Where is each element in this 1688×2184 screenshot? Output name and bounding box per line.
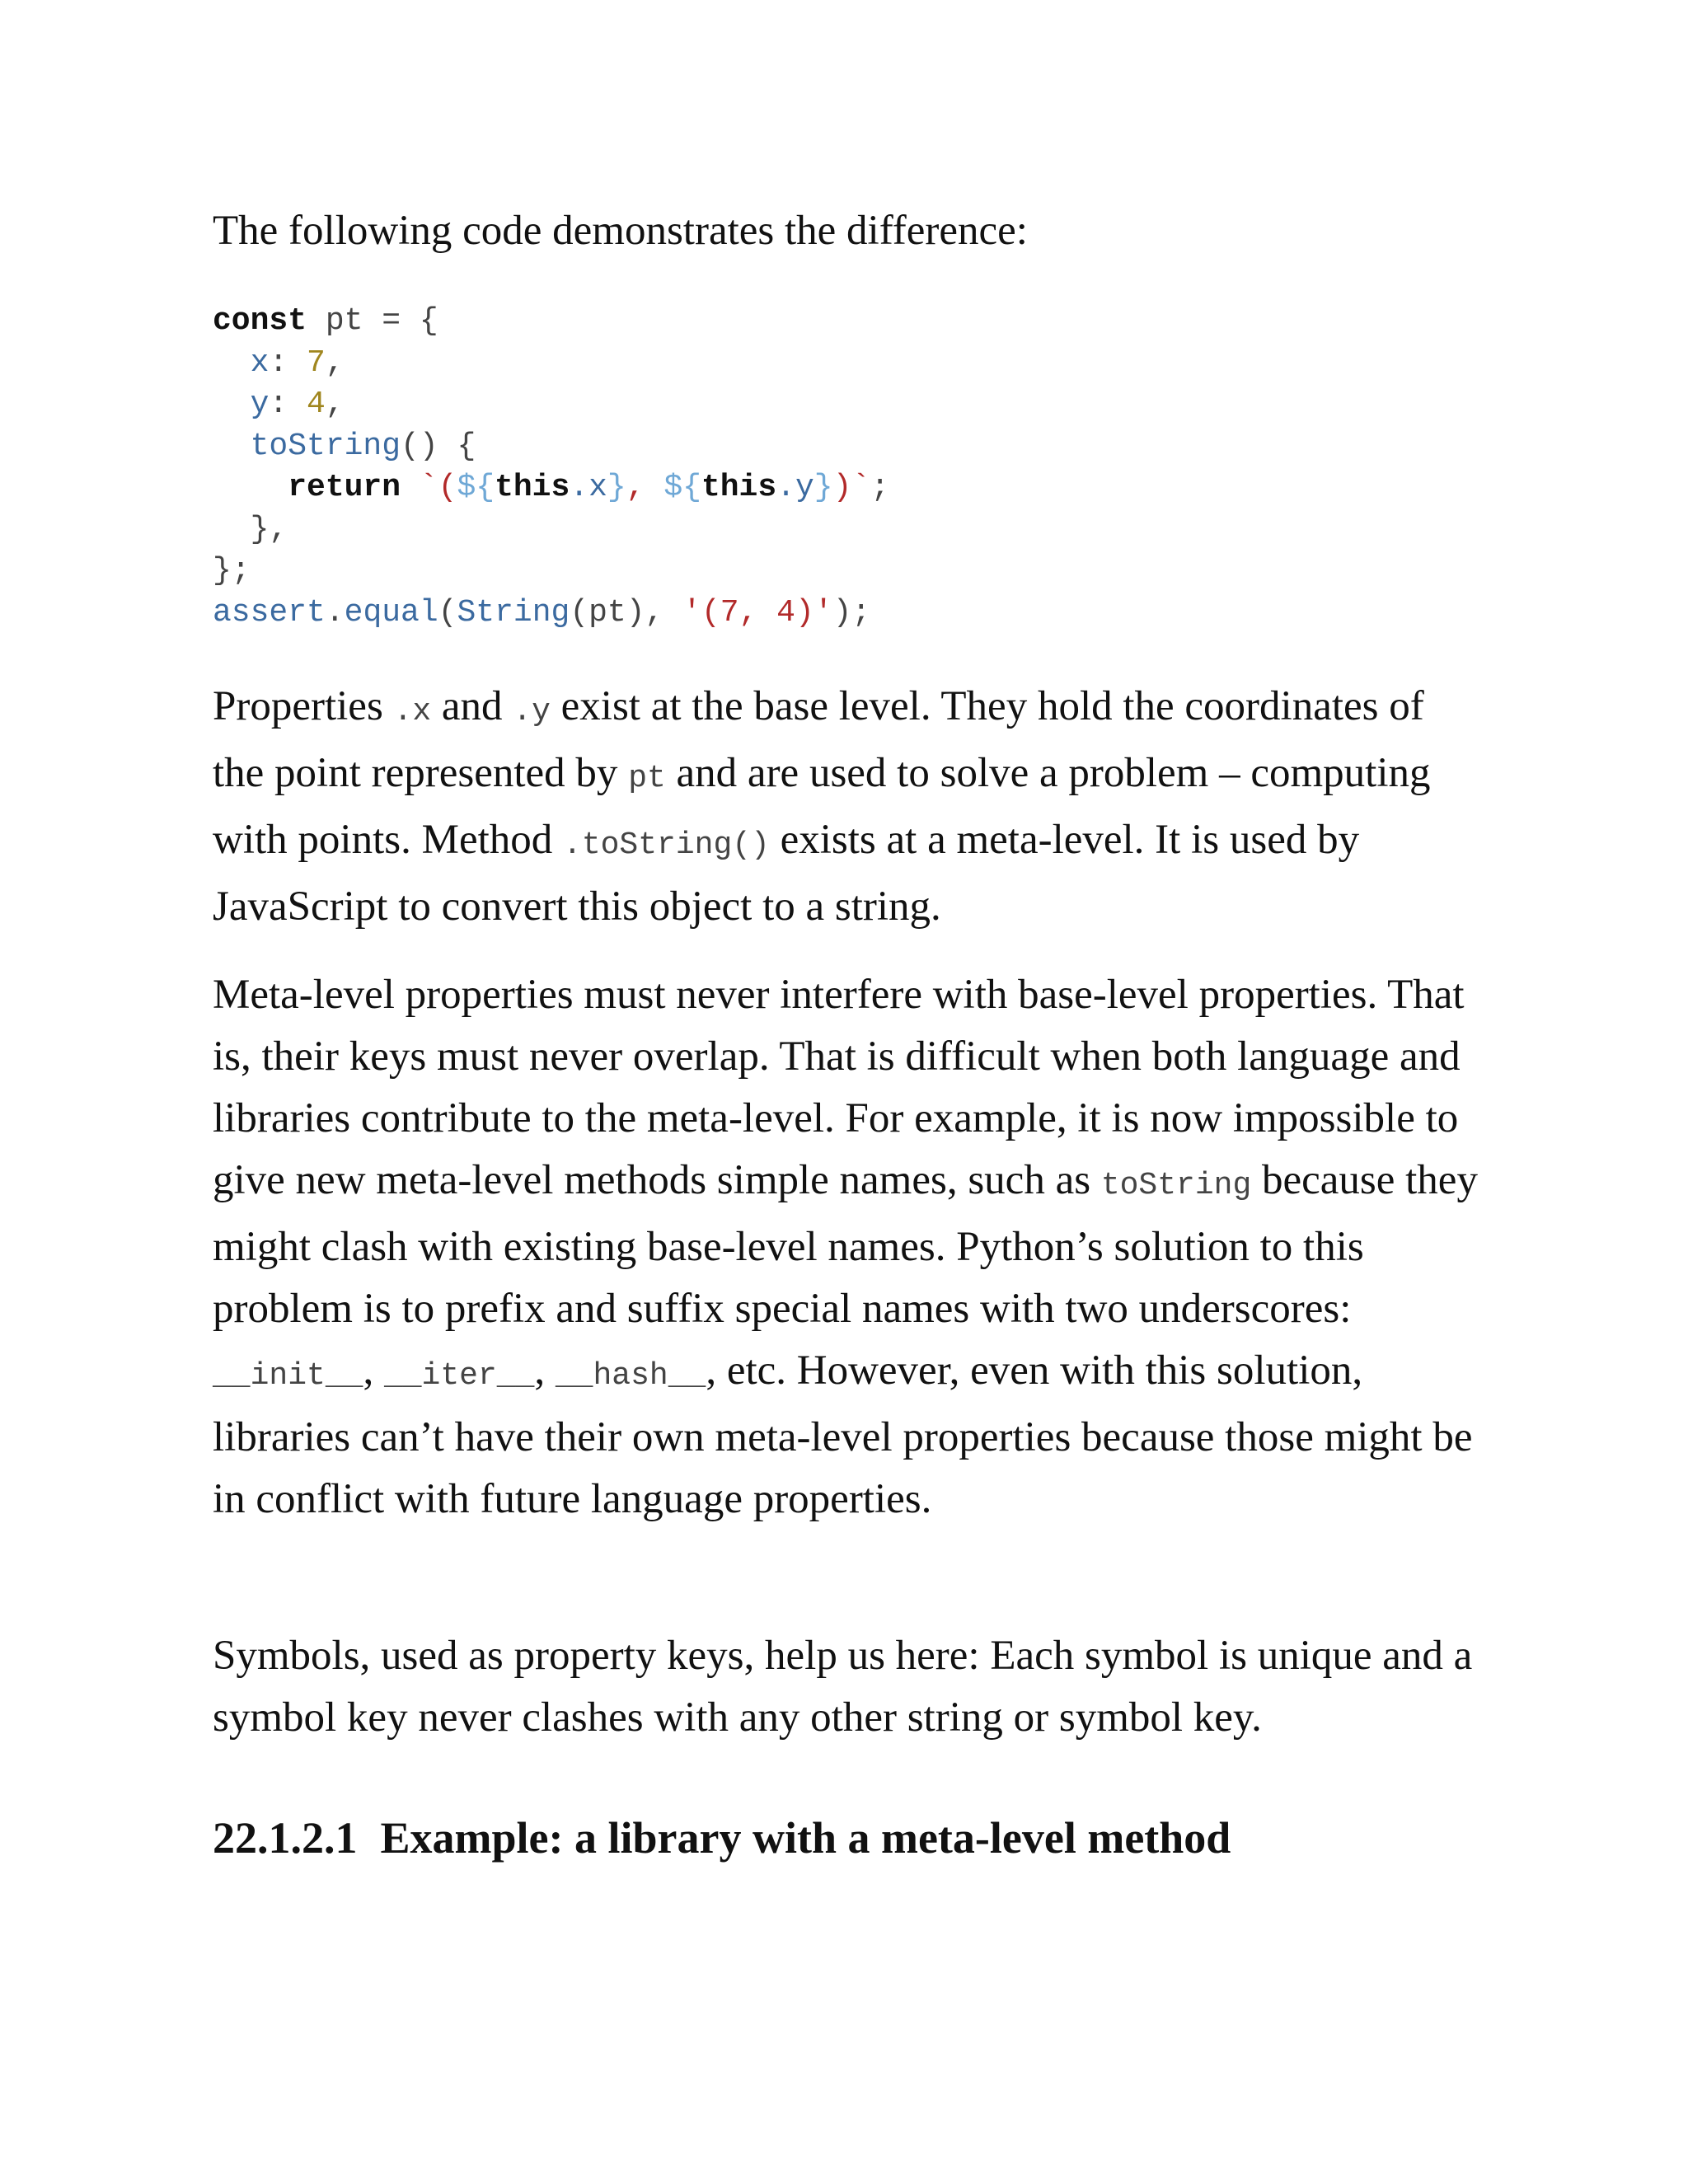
paragraph-text: and are used to solve a problem – computing with points. Method [213, 750, 1431, 863]
paragraph-text: and [431, 683, 513, 729]
code-token: .y [776, 470, 814, 505]
code-token: . [325, 594, 345, 630]
section-number: 22.1.2.1 [213, 1813, 358, 1863]
code-block [213, 301, 889, 634]
inline-code: __hash__ [555, 1358, 706, 1394]
code-token: } [607, 470, 626, 505]
section-title: Example: a library with a meta-level method [380, 1813, 1231, 1863]
code-token: return [288, 470, 401, 505]
paragraph-meta-level [213, 964, 1482, 1530]
inline-code: pt [628, 761, 666, 796]
code-token: ${ [457, 470, 495, 505]
code-token: , [626, 470, 664, 505]
code-token: const [213, 303, 307, 339]
code-token: 7 [307, 344, 326, 381]
code-token: ${ [663, 470, 701, 505]
inline-code: __iter__ [383, 1358, 535, 1394]
code-token: String [457, 594, 570, 630]
code-token: (pt), [570, 594, 683, 630]
code-token: ); [832, 594, 871, 630]
inline-code: .toString() [563, 827, 770, 863]
intro-paragraph: The following code demonstrates the difference: [213, 208, 1028, 254]
code-token: .x [570, 470, 607, 505]
inline-code: .y [513, 694, 551, 729]
inline-code: __init__ [213, 1358, 363, 1394]
code-token: ; [870, 470, 889, 505]
code-token: this [495, 470, 570, 505]
code-token: : [269, 387, 307, 422]
code-token: : [269, 344, 307, 381]
code-token: 4 [307, 387, 326, 422]
section-heading [213, 1805, 1231, 1871]
paragraph-text: exists at a meta-level. It is used by JavaScript to convert this object to a string. [213, 817, 1360, 930]
paragraph-base-level [213, 676, 1482, 938]
inline-code: toString [1100, 1168, 1252, 1203]
paragraph-text: Properties [213, 683, 394, 729]
paragraph-text: , etc. However, even with this solution, libraries can’t have their own meta-level properties because those might be in conflict with future language properties. [213, 1347, 1473, 1522]
paragraph-text: , [534, 1347, 556, 1394]
code-token: y [250, 387, 270, 422]
code-token: this [701, 470, 777, 505]
code-token: toString [250, 428, 401, 464]
paragraph-text: exist at the base level. They hold the coordinates of the point represented by [213, 683, 1424, 796]
code-token: , [325, 344, 345, 381]
code-token: }, [250, 511, 288, 547]
code-token: () { [401, 428, 476, 464]
code-token: equal [344, 594, 438, 630]
paragraph-text: , [363, 1347, 384, 1394]
code-token: )` [832, 470, 871, 505]
code-token: } [814, 470, 833, 505]
paragraph-text: because they might clash with existing base-level names. Python’s solution to this problem is to prefix and suffix special names with two underscores: [213, 1157, 1478, 1332]
paragraph-symbols: Symbols, used as property keys, help us here: Each symbol is unique and a symbol key never clashes with any other string or symbol key. [213, 1633, 1473, 1741]
code-token: pt = { [307, 303, 438, 339]
paragraph-text: Meta-level properties must never interfere with base-level properties. That is, their keys must never overlap. That is difficult when both language and libraries contribute to the meta-level. For example, it is now impossible to give new meta-level methods simple names, such as [213, 972, 1465, 1203]
code-token: , [325, 387, 345, 422]
code-token: assert [213, 594, 326, 630]
code-token: '(7, 4)' [682, 594, 833, 630]
inline-code: .x [393, 694, 432, 729]
code-token: ( [438, 594, 457, 630]
code-token: `( [419, 470, 457, 505]
code-token: x [250, 344, 270, 381]
code-token: }; [213, 553, 251, 588]
